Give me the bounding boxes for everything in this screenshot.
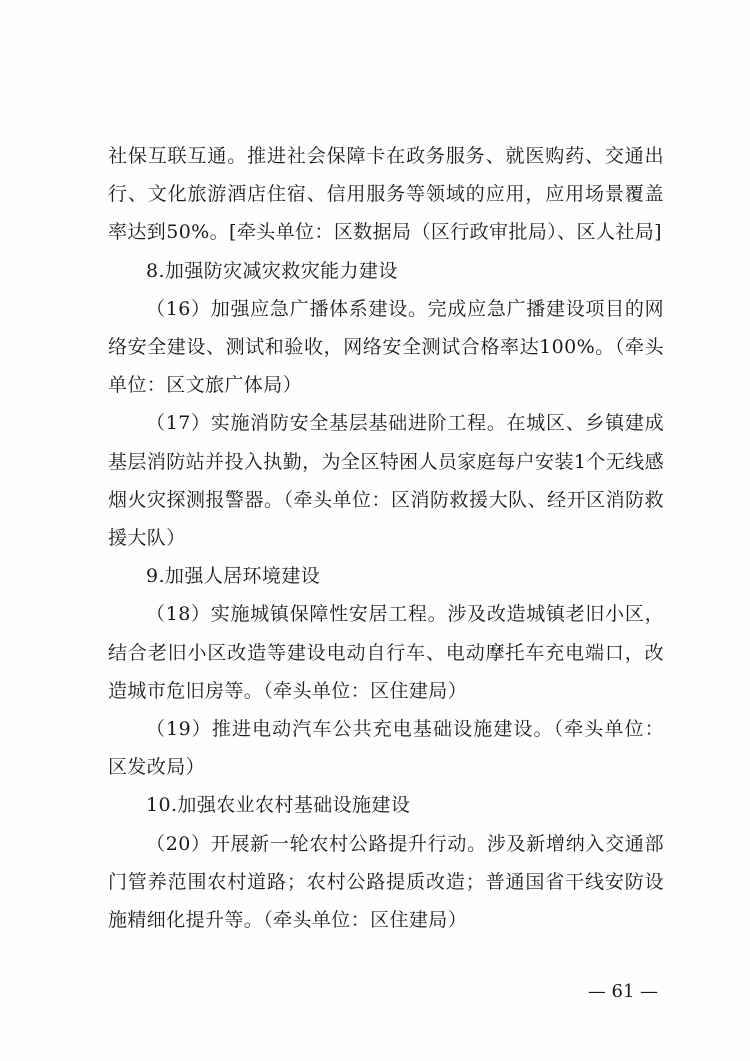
section-heading-8: 8.加强防灾减灾救灾能力建设 [146,259,398,282]
item-17-paragraph: （17）实施消防安全基层基础进阶工程。在城区、乡镇建成基层消防站并投入执勤，为全区特困人员家庭每户安装1个无线感烟火灾探测报警器。（牵头单位：区消防救援大队、经开区消防救援大队） [108,412,664,550]
paragraph-continuation: 社保互联互通。推进社会保障卡在政务服务、就医购药、交通出行、文化旅游酒店住宿、信用服务等领域的应用，应用场景覆盖率达到50%。[牵头单位：区数据局（区行政审批局）、区人社局] [108,145,664,244]
item-18-paragraph: （18）实施城镇保障性安居工程。涉及改造城镇老旧小区，结合老旧小区改造等建设电动自行车、电动摩托车充电端口，改造城市危旧房等。（牵头单位：区住建局） [108,603,664,702]
item-16-paragraph: （16）加强应急广播体系建设。完成应急广播建设项目的网络安全建设、测试和验收，网络安全测试合格率达100%。（牵头单位：区文旅广体局） [108,297,664,397]
section-heading-10: 10.加强农业农村基础设施建设 [146,794,411,817]
document-body [108,137,664,939]
section-heading-9: 9.加强人居环境建设 [146,565,321,588]
item-19-paragraph: （19）推进电动汽车公共充电基础设施建设。（牵头单位：区发改局） [108,718,664,779]
item-20-paragraph: （20）开展新一轮农村公路提升行动。涉及新增纳入交通部门管养范围农村道路；农村公路提质改造；普通国省干线安防设施精细化提升等。（牵头单位：区住建局） [108,832,664,932]
page-number: — 61 — [587,981,659,1002]
